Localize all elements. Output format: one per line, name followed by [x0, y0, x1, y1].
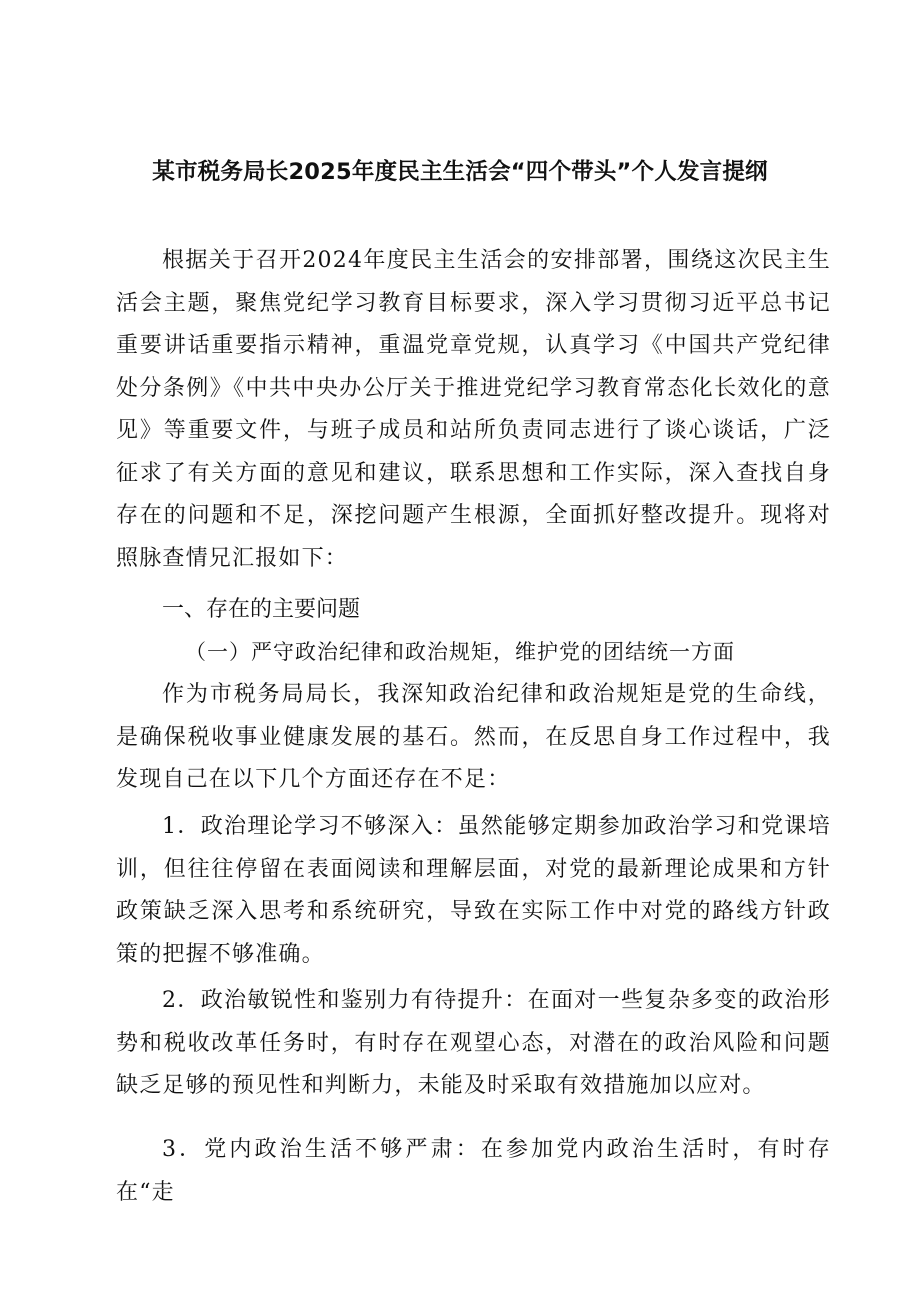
subsection-intro-paragraph: 作为市税务局局长，我深知政治纪律和政治规矩是党的生命线，是确保税收事业健康发展的基石。然而，在反思自身工作过程中，我发现自己在以下几个方面还存在不足：: [116, 682, 831, 792]
list-item-2: 2．政治敏锐性和鉴别力有待提升：在面对一些复杂多变的政治形势和税收改革任务时，有时存在观望心态，对潜在的政治风险和问题缺乏足够的预见性和判断力，未能及时采取有效措施加以应对。: [116, 988, 831, 1098]
list-item-1: 1．政治理论学习不够深入：虽然能够定期参加政治学习和党课培训，但往往停留在表面阅读和理解层面，对党的最新理论成果和方针政策缺乏深入思考和系统研究，导致在实际工作中对党的路线方针政策的把握不够准确。: [116, 814, 831, 967]
list-item-3: 3．党内政治生活不够严肃：在参加党内政治生活时，有时存在“走: [116, 1137, 831, 1205]
document-title: 某市税务局长2025年度民主生活会“四个带头”个人发言提纲: [152, 159, 768, 185]
section-heading-problems: 一、存在的主要问题: [162, 597, 361, 622]
subsection-heading-political-discipline: （一）严守政治纪律和政治规矩，维护党的团结统一方面: [185, 640, 735, 664]
intro-paragraph: 根据关于召开2024年度民主生活会的安排部署，围绕这次民主生活会主题，聚焦党纪学习教育目标要求，深入学习贯彻习近平总书记重要讲话重要指示精神，重温党章党规，认真学习《中国共产党纪律处分条例》《中共中央办公厅关于推进党纪学习教育常态化长效化的意见》等重要文件，与班子成员和站所负责同志进行了谈心谈话，广泛征求了有关方面的意见和建议，联系思想和工作实际，深入查找自身存在的问题和不足，深挖问题产生根源，全面抓好整改提升。现将对照脉查情兄汇报如下：: [116, 248, 831, 571]
